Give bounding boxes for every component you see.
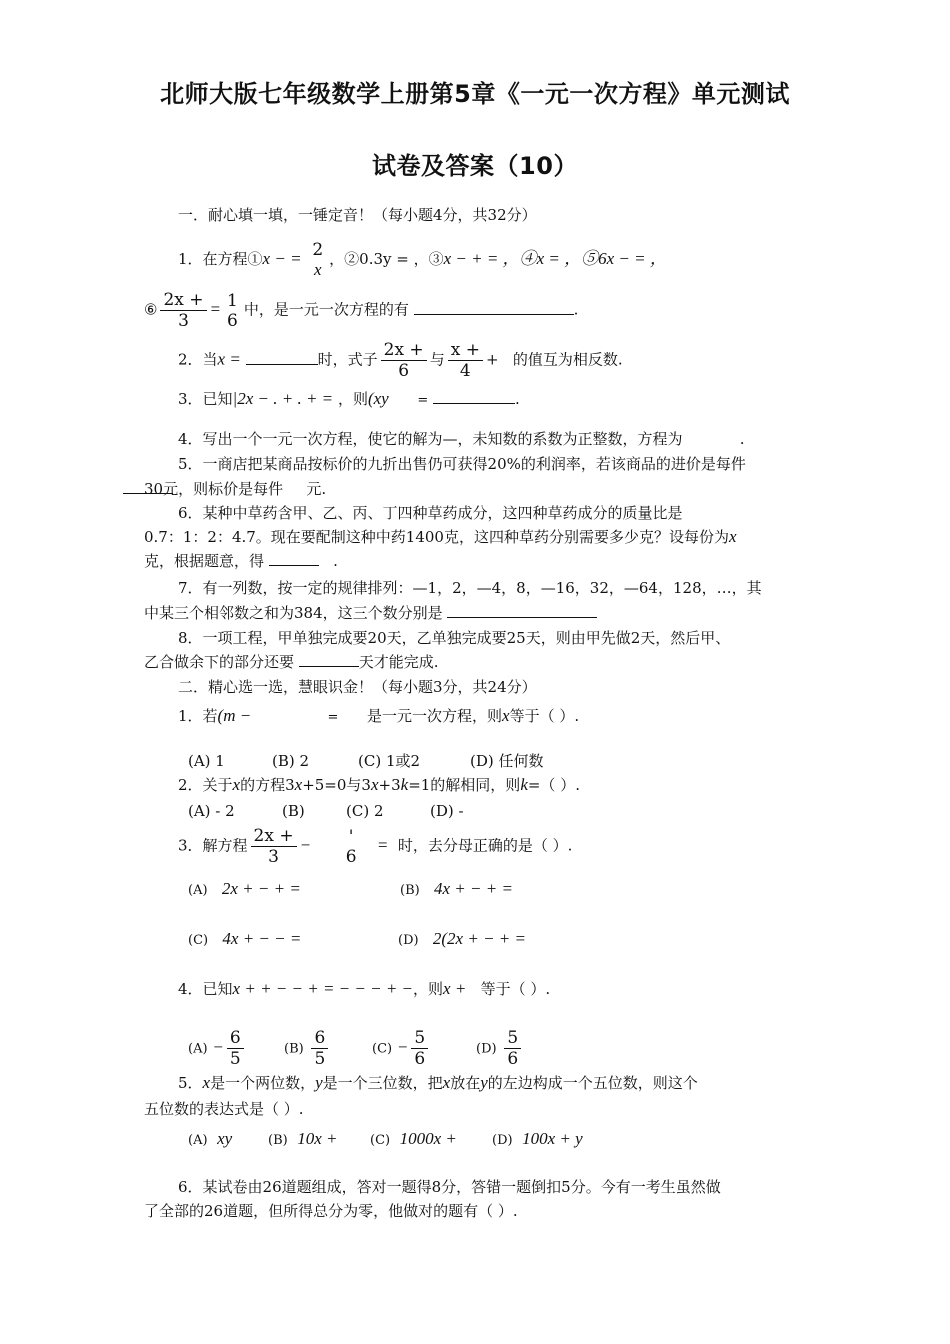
s1-q7-line2: 中某三个相邻数之和为384，这三个数分别是	[144, 602, 597, 624]
s2-q4-option-d[interactable]: (D) $\frac{5}{6}$	[476, 1028, 524, 1069]
s2-q3-fraction2: ' 6	[345, 826, 357, 867]
s1-q1-prefix: 1．在方程①	[178, 250, 263, 268]
s1-q6-line2: 0.7：1：2：4.7。现在要配制这种中药1400克，这四种草药分别需要多少克？设每份为x	[144, 527, 737, 546]
s1-q2-fraction2: $\frac{x +}{4}$	[448, 340, 483, 381]
s1-q6-line1: 6．某种中草药含甲、乙、丙、丁四种草药成分，这四种草药成分的质量比是	[178, 504, 683, 522]
section1-heading: 一．耐心填一填，一锤定音！（每小题4分，共32分）	[178, 206, 537, 224]
s1-q3-answer-blank[interactable]	[433, 389, 515, 404]
s2-q5-line1: 5．x是一个两位数，y是一个三位数，把x放在y的左边构成一个五位数，则这个	[178, 1073, 698, 1092]
s2-q4-option-c[interactable]: (C) − $\frac{5}{6}$	[372, 1028, 431, 1069]
s1-q1-eq1: x − =	[262, 249, 302, 268]
s2-q5-option-d[interactable]: (D) 100x + y	[492, 1129, 583, 1148]
s1-q1-eq5: 6x − = ，	[598, 249, 667, 268]
s1-q1-circle6: ⑥	[144, 300, 158, 319]
s2-q3-fraction1: $\frac{2x +}{3}$	[251, 826, 297, 867]
s1-q8-line1: 8．一项工程，甲单独完成要20天，乙单独完成要25天，则由甲先做2天，然后甲、	[178, 629, 731, 647]
s2-q2: 2．关于x的方程3x+5=0与3x+3k=1的解相同，则k=（ ）.	[178, 775, 580, 794]
s1-q6-line3: 克，根据题意，得 .	[144, 552, 338, 570]
s2-q2-option-c[interactable]: (C) 2	[346, 802, 384, 820]
s2-q3-option-a[interactable]: (A) 2x + − + =	[188, 879, 301, 898]
s2-q2-option-a[interactable]: (A) - 2	[188, 802, 235, 820]
s2-q4-option-b[interactable]: (B) $\frac{6}{5}$	[284, 1028, 331, 1069]
s1-q5-line1: 5．一商店把某商品按标价的九折出售仍可获得20%的利润率，若该商品的进价是每件	[178, 455, 746, 473]
s2-q4: 4．已知x + + − − + = − − − + −，则x + 等于（ ）.	[178, 979, 551, 998]
s1-q5-line2: 30元，则标价是每件 元.	[144, 478, 326, 500]
s1-q1-line1	[178, 240, 667, 280]
s1-q6-answer-blank[interactable]	[269, 551, 319, 566]
s1-q1-eq1-fraction: 2 x	[312, 240, 324, 279]
section2-heading: 二．精心选一选，慧眼识金！（每小题3分，共24分）	[178, 678, 537, 696]
s1-q1-suffix: 中，是一元一次方程的有	[243, 300, 409, 319]
s1-q1-eq2: ，②0.3y = ，③	[329, 250, 444, 268]
s2-q1-option-b[interactable]: (B) 2	[272, 752, 310, 770]
s1-q1-eq6-fraction2: 1 6	[227, 290, 238, 331]
s2-q2-option-b[interactable]: (B)	[282, 802, 305, 820]
s2-q1-option-c[interactable]: (C) 1或2	[358, 752, 421, 770]
s1-q7-line1: 7．有一列数，按一定的规律排列：—1，2，—4，8，—16，32，—64，128，…，其	[178, 579, 762, 597]
s2-q4-option-a[interactable]: (A) − $\frac{6}{5}$	[188, 1028, 247, 1069]
s2-q5-option-a[interactable]: (A) xy	[188, 1129, 233, 1148]
s2-q5-line2: 五位数的表达式是（ ）.	[144, 1100, 304, 1118]
s2-q3-option-c[interactable]: (C) 4x + − − =	[188, 929, 302, 948]
s2-q1-option-d[interactable]: (D) 任何数	[470, 752, 544, 770]
s2-q3: 3．解方程 $\frac{2x +}{3}$ − ' 6 = 时，去分母正确的是（ ）.	[178, 826, 573, 867]
s1-q2-answer-blank[interactable]	[246, 350, 318, 365]
s1-q2: 2．当x = 时，式子 $\frac{2x +}{6}$ 与 $\frac{x +}{4}$ + 的值互为相反数.	[178, 340, 623, 381]
s1-q1-eq6-fraction: $\frac{2x +}{3}$	[160, 290, 206, 331]
s1-q7-answer-blank[interactable]	[447, 603, 597, 618]
s2-q6-line1: 6．某试卷由26道题组成，答对一题得8分，答错一题倒扣5分。今有一考生虽然做	[178, 1178, 721, 1196]
s1-q1-line2: ⑥ $\frac{2x +}{3}$ = 1 6 中，是一元一次方程的有 .	[144, 290, 579, 331]
s1-q1-eq4: x = ，⑤	[536, 249, 599, 268]
s1-q4: 4．写出一个一元一次方程，使它的解为—，未知数的系数为正整数，方程为 .	[178, 430, 745, 448]
page-title-line1: 北师大版七年级数学上册第5章《一元一次方程》单元测试	[160, 80, 790, 108]
s1-q5-answer-blank[interactable]	[123, 479, 173, 494]
s1-q2-fraction1: $\frac{2x +}{6}$	[381, 340, 427, 381]
s1-q1-answer-blank[interactable]	[414, 300, 574, 315]
s1-q8-answer-blank[interactable]	[299, 652, 359, 667]
s1-q1-eq3: x − + = ，④	[443, 249, 537, 268]
s2-q6-line2: 了全部的26道题，但所得总分为零，他做对的题有（ ）.	[144, 1202, 518, 1220]
s1-q8-line2: 乙合做余下的部分还要 天才能完成.	[144, 653, 439, 671]
s2-q5-option-c[interactable]: (C) 1000x +	[370, 1129, 457, 1148]
s2-q5-option-b[interactable]: (B) 10x +	[268, 1129, 338, 1148]
s2-q1-option-a[interactable]: (A) 1	[188, 752, 225, 770]
s2-q1: 1．若(m − = 是一元一次方程，则x等于（ ）.	[178, 706, 580, 725]
s1-q3: 3．已知|2x − . + . + = ，则(xy = .	[178, 389, 520, 408]
page-title-line2: 试卷及答案（10）	[372, 152, 578, 180]
s2-q3-option-b[interactable]: (B) 4x + − + =	[400, 879, 513, 898]
s2-q2-option-d[interactable]: (D) -	[430, 802, 464, 820]
s2-q3-option-d[interactable]: (D) 2(2x + − + =	[398, 929, 526, 948]
